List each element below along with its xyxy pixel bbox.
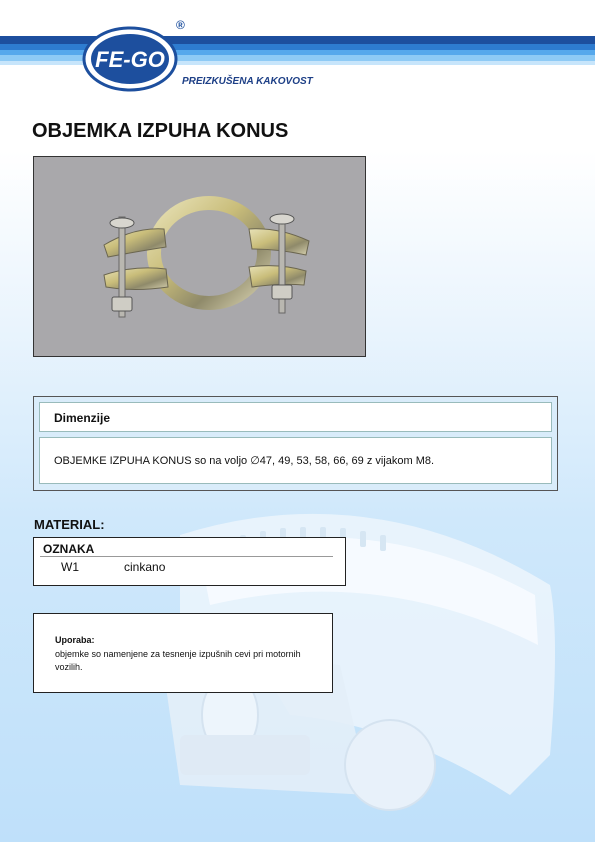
dimensions-heading: Dimenzije bbox=[54, 411, 111, 425]
usage-text: objemke so namenjene za tesnenje izpušnih cevi pri motornih vozilih. bbox=[55, 649, 301, 672]
material-label: MATERIAL: bbox=[34, 517, 105, 532]
logo-text: FE-GO bbox=[95, 47, 165, 72]
product-photo bbox=[33, 156, 366, 357]
material-divider bbox=[40, 556, 333, 557]
page-title: OBJEMKA IZPUHA KONUS bbox=[32, 120, 289, 142]
material-code: W1 bbox=[61, 560, 79, 574]
fego-logo bbox=[82, 26, 178, 92]
material-description: cinkano bbox=[124, 560, 166, 574]
usage-section bbox=[33, 613, 333, 693]
registered-mark: ® bbox=[176, 18, 185, 32]
tagline: PREIZKUŠENA KAKOVOST bbox=[182, 76, 313, 87]
dimensions-header bbox=[39, 402, 552, 432]
exhaust-clamp-image bbox=[34, 157, 365, 356]
usage-heading: Uporaba: bbox=[55, 635, 95, 645]
dimensions-text: OBJEMKE IZPUHA KONUS so na voljo ∅47, 49, 53, 58, 66, 69 z vijakom M8. bbox=[54, 455, 435, 467]
material-header: OZNAKA bbox=[43, 542, 95, 556]
dimensions-section bbox=[33, 396, 558, 491]
material-table bbox=[33, 537, 346, 586]
dimensions-body bbox=[39, 437, 552, 484]
